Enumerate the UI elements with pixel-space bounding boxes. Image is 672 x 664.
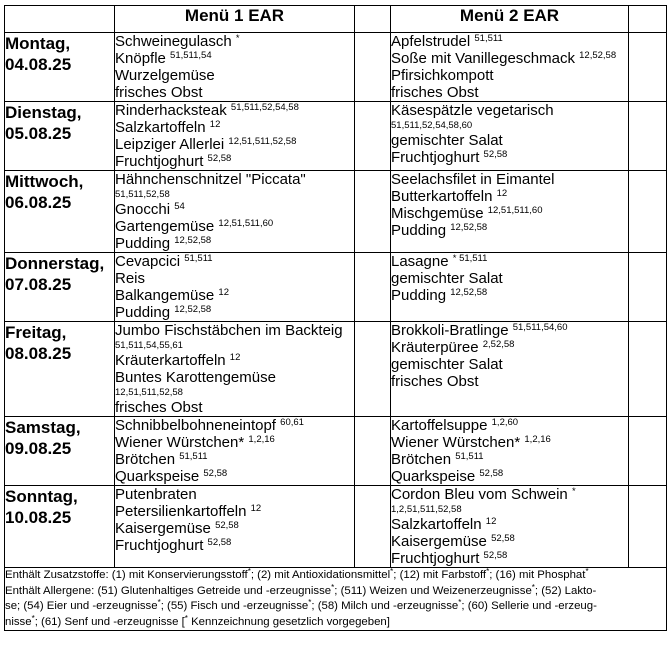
day-date: 05.08.25 <box>5 124 72 143</box>
menu-body <box>5 33 667 568</box>
dish-name: Pudding <box>391 222 447 239</box>
dish-item <box>391 486 628 516</box>
dish-name: Gartengemüse <box>115 218 215 235</box>
header-blank <box>5 6 115 33</box>
dish-name: Knöpfle <box>115 50 166 67</box>
dish-name: Reis <box>115 270 146 287</box>
menu-1-extra-cell <box>355 417 391 486</box>
menu-1-dishes <box>115 33 355 102</box>
allergen-codes: 52,58 <box>207 537 232 548</box>
dish-item <box>115 102 354 119</box>
allergen-codes: 12 <box>496 188 508 199</box>
footnote-text: Kennzeichnung gesetzlich vorgegeben] <box>187 615 390 628</box>
allergen-codes: 12 <box>218 287 229 298</box>
dish-name: Schweinegulasch <box>115 33 232 50</box>
dish-name: Buntes Karottengemüse <box>115 369 276 386</box>
dish-item <box>391 188 628 205</box>
day-row <box>5 171 667 253</box>
allergen-codes: 12,52,58 <box>579 50 617 61</box>
allergen-codes: 12,51,511,52,58 <box>115 387 183 398</box>
day-name: Dienstag, <box>5 103 82 122</box>
dish-item <box>391 205 628 222</box>
menu-1-extra-cell <box>355 33 391 102</box>
dish-item <box>391 322 628 339</box>
menu-2-extra-cell <box>629 486 667 568</box>
footnote-text: ; (55) Fisch und -erzeugnisse <box>160 600 309 612</box>
dish-name: Putenbraten <box>115 486 197 503</box>
footnote-text: [ <box>178 615 185 628</box>
dish-name: Kräuterkartoffeln <box>115 352 226 369</box>
dish-name: Kräuterpüree <box>391 339 479 356</box>
dish-item <box>391 102 628 132</box>
menu-2-dishes <box>391 33 629 102</box>
dish-name: Wiener Würstchen* <box>115 434 245 451</box>
day-row <box>5 417 667 486</box>
allergen-codes: 1,2,16 <box>248 434 275 445</box>
allergen-codes: 51,511,54,55,61 <box>115 340 183 351</box>
menu-1-dishes <box>115 171 355 253</box>
menu-2-extra-cell <box>629 33 667 102</box>
allergen-codes: 12 <box>229 352 241 363</box>
footnote-text: ; (58) Milch und -erzeugnisse <box>311 600 459 612</box>
menu-2-dishes <box>391 253 629 322</box>
day-cell <box>5 417 115 486</box>
allergen-codes: 12,52,58 <box>450 287 488 298</box>
allergen-codes: * <box>571 486 576 497</box>
menu-2-dishes <box>391 322 629 417</box>
dish-item <box>115 171 354 201</box>
dish-name: Brötchen <box>115 451 176 468</box>
dish-item <box>391 434 628 451</box>
menu-2-extra-cell <box>629 322 667 417</box>
dish-name: Kaisergemüse <box>391 533 487 550</box>
footnote-star: * <box>585 567 589 576</box>
menu-2-extra-cell <box>629 102 667 171</box>
menu-1-dishes <box>115 102 355 171</box>
dish-item <box>391 451 628 468</box>
dish-name: Seelachsfilet in Eimantel <box>391 171 555 188</box>
day-name: Montag, <box>5 34 71 53</box>
allergen-codes: 51,511,52,58 <box>115 189 170 200</box>
dish-name: frisches Obst <box>391 84 479 101</box>
menu-1-extra-cell <box>355 253 391 322</box>
footnote-star: * <box>531 582 535 592</box>
day-row <box>5 322 667 417</box>
footnote-row <box>5 568 667 631</box>
footnote-text: ; (511) Weizen und Weizenerzeugnisse <box>334 584 532 597</box>
dish-name: Balkangemüse <box>115 287 215 304</box>
dish-item <box>115 253 354 270</box>
allergen-codes: 52,58 <box>483 550 508 561</box>
dish-item <box>115 304 354 321</box>
allergen-codes: 12,51,511,52,58 <box>228 136 297 147</box>
dish-item <box>391 550 628 567</box>
dish-name: Fruchtjoghurt <box>115 153 204 170</box>
footnote-text: ; (16) mit Phosphat <box>489 569 586 581</box>
footnote-star: * <box>331 582 335 592</box>
menu-2-dishes <box>391 171 629 253</box>
allergen-codes: 60,61 <box>280 417 304 428</box>
header-row <box>5 6 667 33</box>
dish-name: Lasagne <box>391 253 449 270</box>
dish-name: Kaisergemüse <box>115 520 211 537</box>
footnote-text: ; (52) Lakto- <box>534 584 597 597</box>
footnote-star: * <box>308 598 312 607</box>
allergen-codes: 52,58 <box>207 153 232 164</box>
dish-name: Kartoffelsuppe <box>391 417 488 434</box>
dish-item <box>115 287 354 304</box>
day-name: Freitag, <box>5 323 67 342</box>
dish-item <box>115 486 354 503</box>
dish-item <box>115 50 354 67</box>
dish-name: Quarkspeise <box>391 468 476 485</box>
dish-name: Pudding <box>115 235 171 252</box>
allergen-codes: 12 <box>250 503 262 514</box>
allergen-codes: 51,511,54,60 <box>512 322 568 333</box>
day-date: 07.08.25 <box>5 275 72 294</box>
dish-name: Leipziger Allerlei <box>115 136 225 153</box>
day-row <box>5 486 667 568</box>
footnote-star: * <box>31 613 35 623</box>
allergen-codes: * <box>235 33 240 44</box>
day-cell <box>5 322 115 417</box>
allergen-codes: 12 <box>485 516 497 527</box>
header-menu-1-extra <box>355 6 391 33</box>
dish-item <box>115 503 354 520</box>
dish-name: Käsespätzle vegetarisch <box>391 102 554 119</box>
day-name: Donnerstag, <box>5 254 105 273</box>
menu-1-dishes <box>115 322 355 417</box>
header-menu-2-extra <box>629 6 667 33</box>
menu-2-extra-cell <box>629 417 667 486</box>
menu-2-extra-cell <box>629 171 667 253</box>
allergen-codes: 1,2,16 <box>524 434 551 445</box>
dish-item <box>391 222 628 239</box>
day-name: Sonntag, <box>5 487 78 506</box>
day-name: Samstag, <box>5 418 81 437</box>
dish-item <box>391 84 628 101</box>
footnote-star: * <box>486 567 490 576</box>
footnote-text: ; (60) Sellerie und -erzeug- <box>461 600 597 612</box>
dish-name: Fruchtjoghurt <box>391 550 480 567</box>
dish-item <box>115 218 354 235</box>
dish-name: Pudding <box>115 304 171 321</box>
dish-item <box>115 33 354 50</box>
footnote-text: ; (61) Senf und -erzeugnisse <box>34 615 179 628</box>
allergen-codes: 12,52,58 <box>450 222 488 233</box>
menu-1-dishes <box>115 417 355 486</box>
allergen-codes: 52,58 <box>203 468 228 479</box>
day-cell <box>5 102 115 171</box>
dish-item <box>391 270 628 287</box>
menu-1-extra-cell <box>355 102 391 171</box>
dish-name: gemischter Salat <box>391 132 503 149</box>
menu-1-dishes <box>115 486 355 568</box>
allergen-codes: 51,511 <box>455 451 484 462</box>
dish-item <box>391 132 628 149</box>
dish-name: Fruchtjoghurt <box>115 537 204 554</box>
allergen-codes: 51,511 <box>184 253 213 264</box>
day-date: 06.08.25 <box>5 193 72 212</box>
dish-item <box>115 468 354 485</box>
day-date: 10.08.25 <box>5 508 72 527</box>
dish-item <box>115 322 354 352</box>
menu-1-extra-cell <box>355 171 391 253</box>
dish-name: Pudding <box>391 287 447 304</box>
dish-name: Butterkartoffeln <box>391 188 493 205</box>
allergen-codes: 54 <box>174 201 185 212</box>
footnote-text: se; (54) Eier und -erzeugnisse <box>5 600 158 612</box>
day-cell <box>5 171 115 253</box>
footnote-star: * <box>247 567 251 576</box>
dish-item <box>115 399 354 416</box>
dish-name: Petersilienkartoffeln <box>115 503 247 520</box>
dish-item <box>391 171 628 188</box>
dish-item <box>115 119 354 136</box>
allergen-codes: 52,58 <box>215 520 239 531</box>
day-date: 08.08.25 <box>5 344 72 363</box>
allergen-codes: 1,2,60 <box>491 417 519 428</box>
footnote-text: Enthält Zusatzstoffe: (1) mit Konservierungsstoff <box>5 569 248 581</box>
footnote-text: Enthält Allergene: (51) Glutenhaltiges Getreide und -erzeugnisse <box>5 584 332 597</box>
footnote-text: nisse <box>5 615 32 628</box>
dish-name: Fruchtjoghurt <box>391 149 480 166</box>
dish-item <box>391 253 628 270</box>
dish-item <box>115 520 354 537</box>
dish-name: gemischter Salat <box>391 270 503 287</box>
menu-1-extra-cell <box>355 322 391 417</box>
dish-name: Soße mit Vanillegeschmack <box>391 50 575 67</box>
day-date: 09.08.25 <box>5 439 72 458</box>
allergen-codes: 52,58 <box>479 468 504 479</box>
footnote-star: * <box>184 613 188 623</box>
dish-name: Salzkartoffeln <box>391 516 482 533</box>
dish-item <box>391 339 628 356</box>
day-cell <box>5 486 115 568</box>
dish-name: Brokkoli-Bratlinge <box>391 322 509 339</box>
footnote-text: ; (2) mit Antioxidationsmittel <box>250 569 391 581</box>
dish-item <box>115 84 354 101</box>
dish-name: Cevapcici <box>115 253 181 270</box>
day-cell <box>5 33 115 102</box>
allergen-codes: 12,51,511,60 <box>487 205 543 216</box>
dish-item <box>391 33 628 50</box>
header-menu-2: Menü 2 EAR <box>391 6 629 33</box>
allergen-codes: 12,52,58 <box>174 235 212 246</box>
allergen-codes: 52,58 <box>483 149 508 160</box>
footnote-star: * <box>390 567 394 576</box>
dish-item <box>115 136 354 153</box>
dish-item <box>115 153 354 170</box>
day-row <box>5 33 667 102</box>
dish-name: Brötchen <box>391 451 452 468</box>
footnote-star: * <box>458 598 462 607</box>
dish-item <box>391 67 628 84</box>
allergen-codes: 12,52,58 <box>174 304 212 315</box>
dish-item <box>115 235 354 252</box>
allergen-codes: 12 <box>209 119 221 130</box>
dish-item <box>115 352 354 369</box>
day-row <box>5 253 667 322</box>
dish-item <box>115 201 354 218</box>
dish-item <box>391 50 628 67</box>
dish-name: Mischgemüse <box>391 205 484 222</box>
allergen-codes: 51,511 <box>474 33 503 44</box>
dish-item <box>115 434 354 451</box>
dish-name: frisches Obst <box>391 373 479 390</box>
dish-item <box>115 270 354 287</box>
dish-name: Salzkartoffeln <box>115 119 206 136</box>
dish-name: frisches Obst <box>115 84 203 101</box>
dish-item <box>115 537 354 554</box>
footnote <box>5 568 667 631</box>
menu-2-dishes <box>391 102 629 171</box>
footnote-star: * <box>157 598 161 607</box>
menu-2-dishes <box>391 486 629 568</box>
allergen-codes: 51,511 <box>179 451 208 462</box>
day-name: Mittwoch, <box>5 172 84 191</box>
allergen-codes: 51,511,54 <box>170 50 212 61</box>
weekly-menu-table <box>4 5 667 631</box>
dish-name: Hähnchenschnitzel "Piccata" <box>115 171 306 188</box>
dish-item <box>391 417 628 434</box>
dish-item <box>391 373 628 390</box>
allergen-codes: 1,2,51,511,52,58 <box>391 504 462 515</box>
day-cell <box>5 253 115 322</box>
dish-item <box>115 67 354 84</box>
dish-item <box>115 451 354 468</box>
menu-1-extra-cell <box>355 486 391 568</box>
header-menu-1: Menü 1 EAR <box>115 6 355 33</box>
dish-name: Wurzelgemüse <box>115 67 215 84</box>
dish-name: Wiener Würstchen* <box>391 434 521 451</box>
dish-item <box>391 468 628 485</box>
dish-item <box>391 356 628 373</box>
dish-name: Apfelstrudel <box>391 33 471 50</box>
footnote-text: ; (12) mit Farbstoff <box>393 569 487 581</box>
allergen-codes: 12,51,511,60 <box>218 218 274 229</box>
dish-item <box>115 417 354 434</box>
allergen-codes: 52,58 <box>491 533 515 544</box>
allergen-codes: * 51,511 <box>452 253 488 264</box>
dish-item <box>391 533 628 550</box>
dish-name: Quarkspeise <box>115 468 200 485</box>
dish-name: Gnocchi <box>115 201 171 218</box>
menu-2-dishes <box>391 417 629 486</box>
dish-name: Rinderhacksteak <box>115 102 227 119</box>
day-date: 04.08.25 <box>5 55 72 74</box>
dish-name: Schnibbelbohneneintopf <box>115 417 276 434</box>
dish-item <box>391 287 628 304</box>
dish-name: gemischter Salat <box>391 356 503 373</box>
dish-item <box>391 516 628 533</box>
allergen-codes: 2,52,58 <box>482 339 515 350</box>
dish-item <box>115 369 354 399</box>
menu-1-dishes <box>115 253 355 322</box>
dish-name: Pfirsichkompott <box>391 67 494 84</box>
day-row <box>5 102 667 171</box>
dish-name: frisches Obst <box>115 399 203 416</box>
dish-name: Cordon Bleu vom Schwein <box>391 486 568 503</box>
allergen-codes: 51,511,52,54,58 <box>230 102 299 113</box>
dish-item <box>391 149 628 166</box>
allergen-codes: 51,511,52,54,58,60 <box>391 120 473 131</box>
menu-2-extra-cell <box>629 253 667 322</box>
dish-name: Jumbo Fischstäbchen im Backteig <box>115 322 343 339</box>
